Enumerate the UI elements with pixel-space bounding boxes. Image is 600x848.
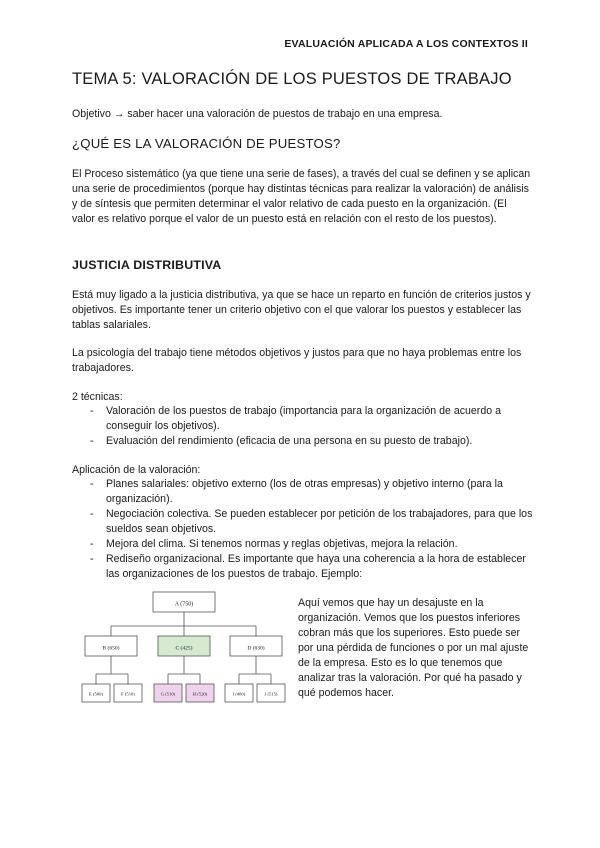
justicia-paragraph-1: Está muy ligado a la justicia distributiva, ya que se hace un reparto en función de criterios justos y objetivos. Es importante tener un criterio objetivo con el que valorar los puestos y establecer las tablas salariales. <box>72 289 531 331</box>
list-item: - Valoración de los puestos de trabajo (importancia para la organización de acuerdo a conseguir los objetivos). <box>90 404 535 434</box>
applications-intro: Aplicación de la valoración: <box>72 464 201 476</box>
running-header: EVALUACIÓN APLICADA A LOS CONTEXTOS II <box>284 38 528 50</box>
list-item: - Rediseño organizacional. Es importante que haya una coherencia a la hora de establecer las organizaciones de los puestos de trabajo. Ejemplo: <box>90 552 535 582</box>
org-node-bottom-label: H (520) <box>192 691 208 697</box>
techniques-list <box>90 404 535 449</box>
org-node-bottom-label: I (480) <box>232 691 246 697</box>
org-node-middle-label: D (630) <box>247 645 265 652</box>
org-node-middle-label: C (425) <box>175 645 193 652</box>
objective-text: Objetivo → saber hacer una valoración de puestos de trabajo en una empresa. <box>72 108 443 120</box>
org-node-middle-label: B (650) <box>102 645 120 652</box>
list-item: - Planes salariales: objetivo externo (los de otras empresas) y objetivo interno (para la organización). <box>90 477 535 507</box>
org-node-top-label: A (750) <box>174 601 194 608</box>
org-node-bottom-label: F (510) <box>121 691 135 697</box>
org-chart-graphic <box>76 590 288 706</box>
section-heading-valoracion: ¿QUÉ ES LA VALORACIÓN DE PUESTOS? <box>72 136 341 151</box>
page-title: TEMA 5: VALORACIÓN DE LOS PUESTOS DE TRABAJO <box>72 70 512 88</box>
section-valoracion-body: El Proceso sistemático (ya que tiene una serie de fases), a través del cual se definen y se aplican una serie de procedimientos (porque hay distintas técnicas para realizar la valoración) de análisis y de síntesis que permiten determinar el valor relativo de cada puesto en la organización. (El valor es relativo porque el valor de un puesto está en relación con el resto de los puestos). <box>72 168 531 225</box>
list-item: - Negociación colectiva. Se pueden establecer por petición de los trabajadores, para que los sueldos sean objetivos. <box>90 507 535 537</box>
org-chart <box>76 590 288 711</box>
applications-list <box>90 477 535 582</box>
org-node-bottom-label: J (515) <box>264 691 278 697</box>
list-item: - Mejora del clima. Si tenemos normas y reglas objetivas, mejora la relación. <box>90 537 535 552</box>
techniques-intro: 2 técnicas: <box>72 391 123 403</box>
justicia-paragraph-2: La psicología del trabajo tiene métodos objetivos y justos para que no haya problemas entre los trabajadores. <box>72 347 522 374</box>
org-node-bottom-label: E (500) <box>89 691 103 697</box>
section-heading-justicia: JUSTICIA DISTRIBUTIVA <box>72 258 222 272</box>
example-explanation: Aquí vemos que hay un desajuste en la organización. Vemos que los puestos inferiores cobran más que los superiores. Esto puede ser por una pérdida de funciones o por un mal ajuste de la empresa. Esto es lo que tenemos que analizar tras la valoración. Por qué ha pasado y qué podemos hacer. <box>298 597 529 699</box>
org-node-bottom-label: G (510) <box>160 691 176 697</box>
list-item: - Evaluación del rendimiento (eficacia de una persona en su puesto de trabajo). <box>90 434 535 449</box>
